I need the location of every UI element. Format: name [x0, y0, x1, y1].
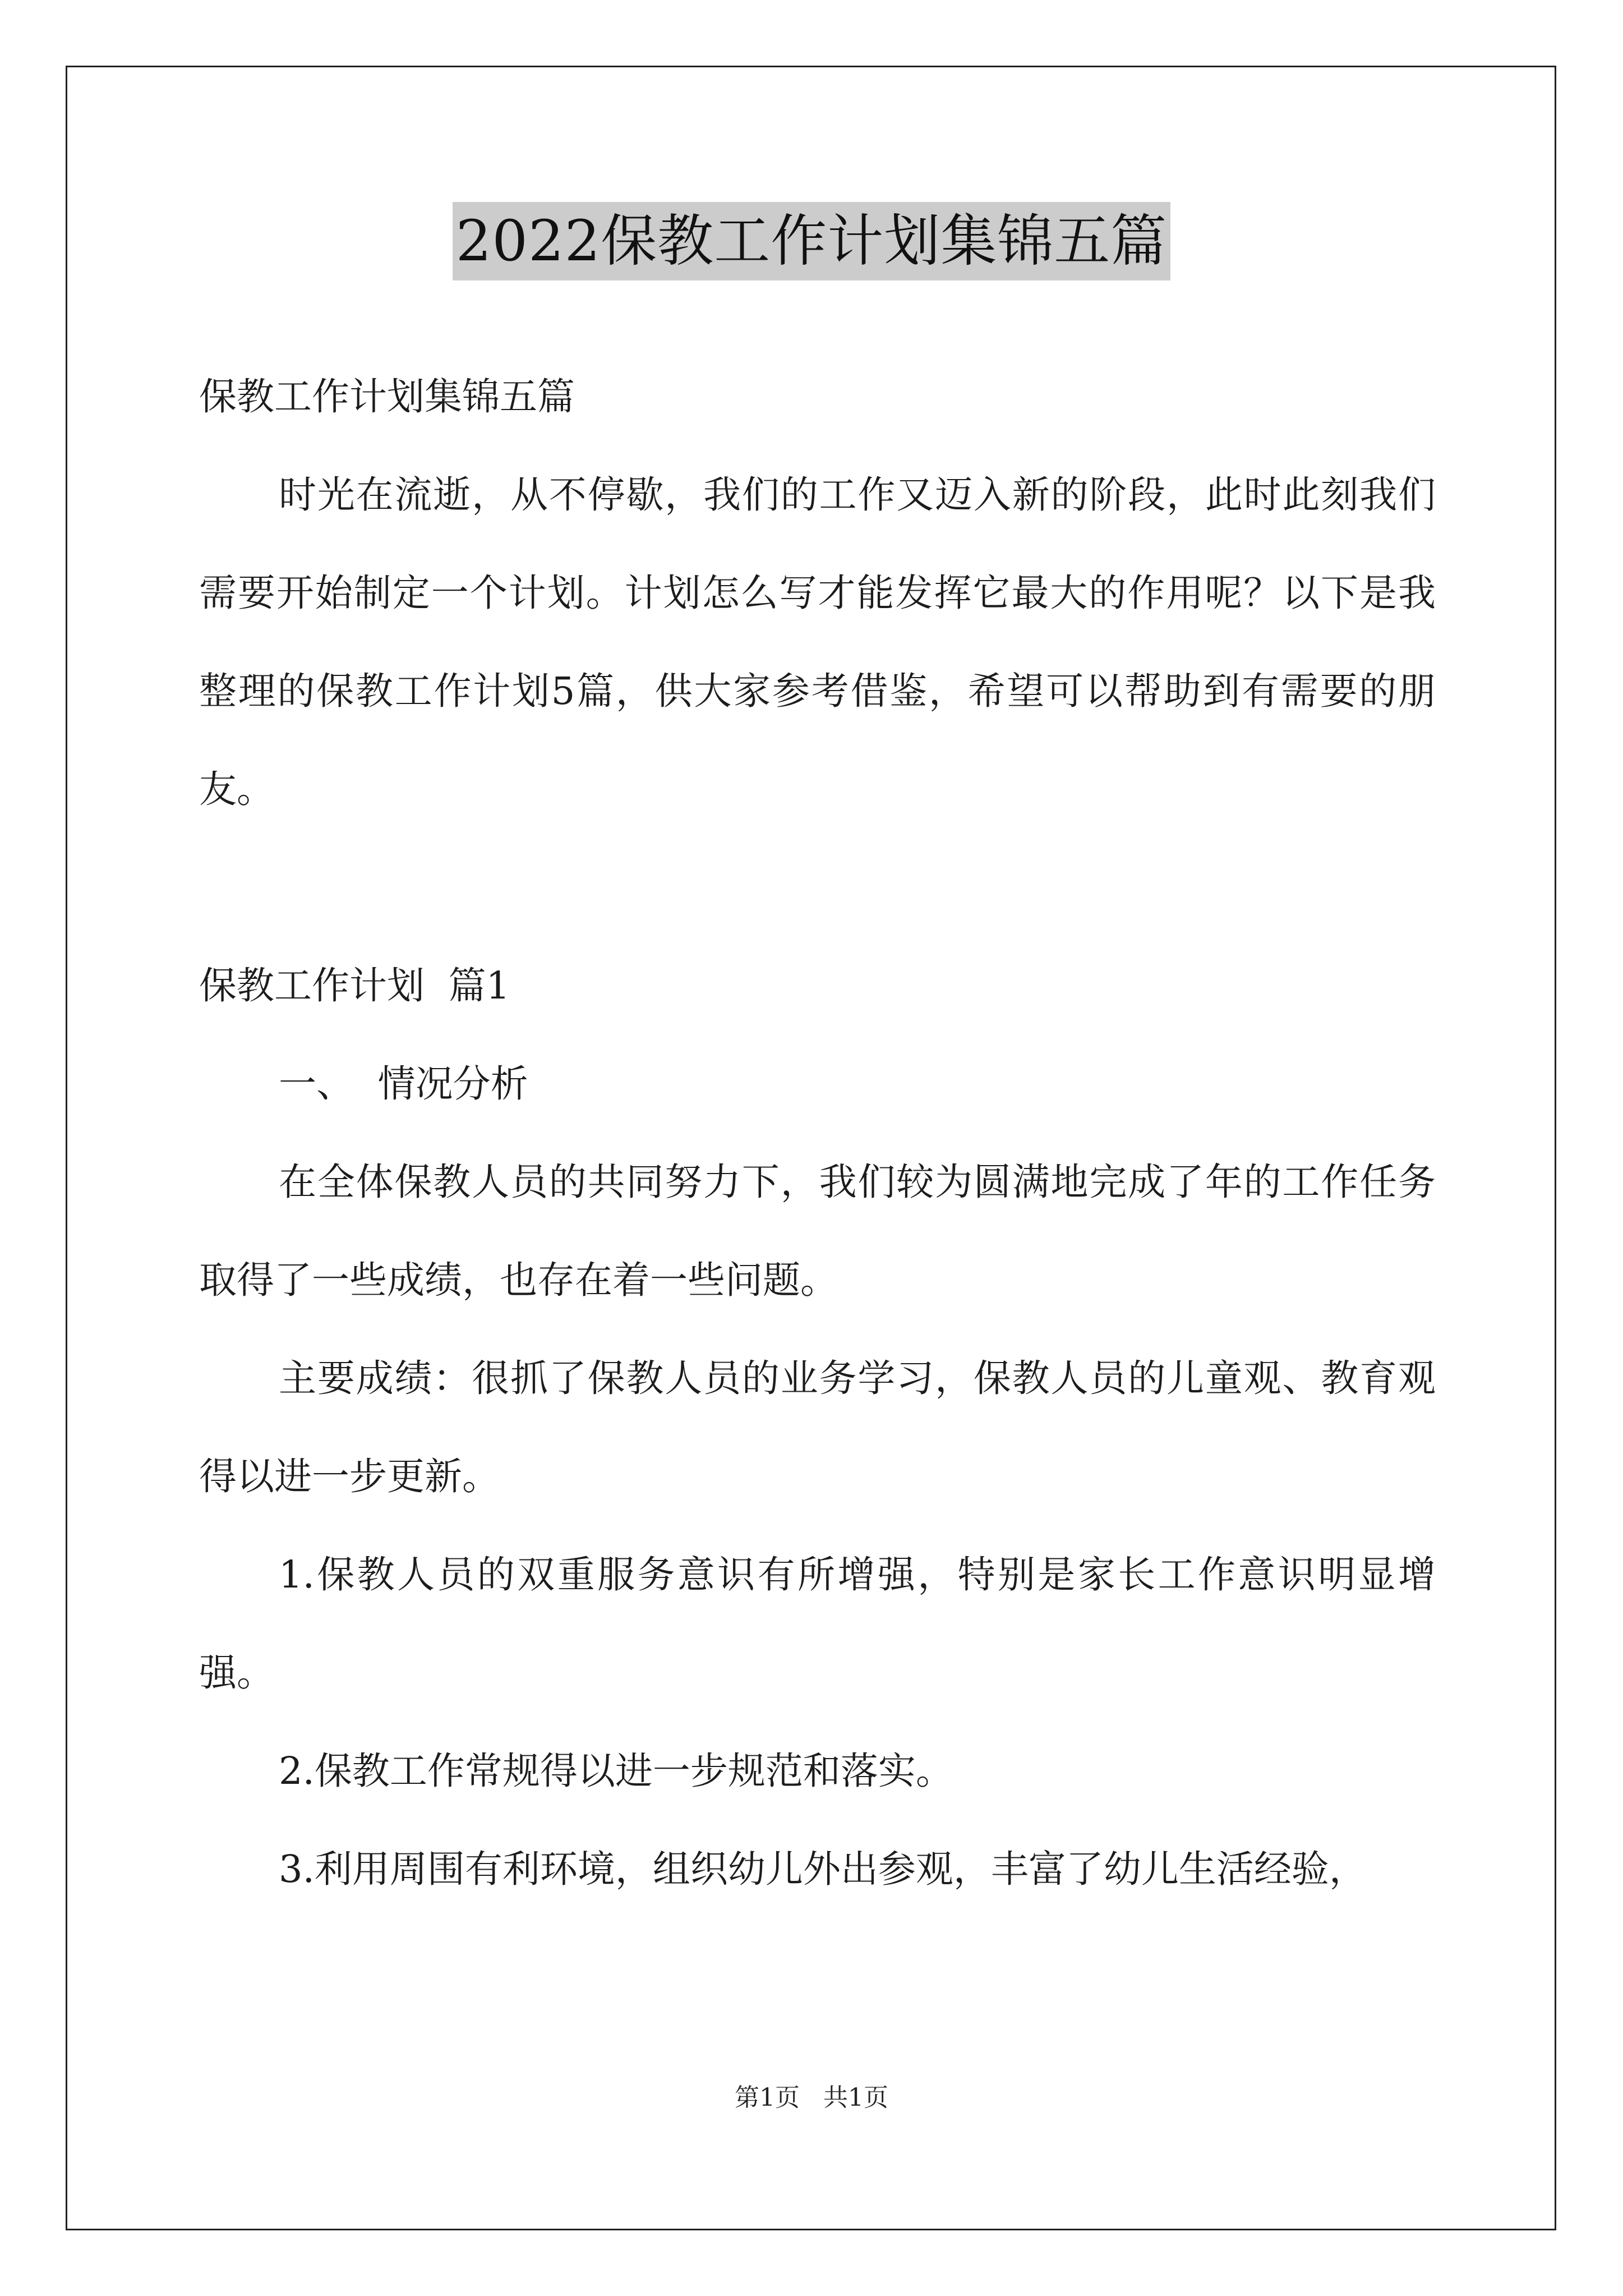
- body-paragraph: 3.利用周围有利环境，组织幼儿外出参观，丰富了幼儿生活经验，: [279, 1847, 1367, 1891]
- document-subtitle: 保教工作计划集锦五篇: [199, 375, 575, 418]
- paragraph-gap: [199, 839, 1436, 937]
- body-paragraph: 在全体保教人员的共同努力下，我们较为圆满地完成了年的工作任务取得了一些成绩，也存在着一些问题。: [199, 1160, 1436, 1302]
- document-body: [199, 348, 1436, 1918]
- page-footer: 第1页 共1页: [735, 2083, 888, 2112]
- title-container: [0, 202, 1623, 280]
- subheading: 一、 情况分析: [279, 1062, 528, 1106]
- section-heading: 保教工作计划 篇1: [199, 964, 510, 1007]
- body-paragraph: 1.保教人员的双重服务意识有所增强，特别是家长工作意识明显增强。: [199, 1553, 1436, 1695]
- document-title: 2022保教工作计划集锦五篇: [453, 202, 1171, 280]
- intro-paragraph: 时光在流逝，从不停歇，我们的工作又迈入新的阶段，此时此刻我们需要开始制定一个计划。计划怎么写才能发挥它最大的作用呢？以下是我整理的保教工作计划5篇，供大家参考借鉴，希望可以帮助到有需要的朋友。: [199, 473, 1436, 811]
- body-paragraph: 主要成绩：很抓了保教人员的业务学习，保教人员的儿童观、教育观得以进一步更新。: [199, 1356, 1436, 1498]
- body-paragraph: 2.保教工作常规得以进一步规范和落实。: [279, 1749, 953, 1793]
